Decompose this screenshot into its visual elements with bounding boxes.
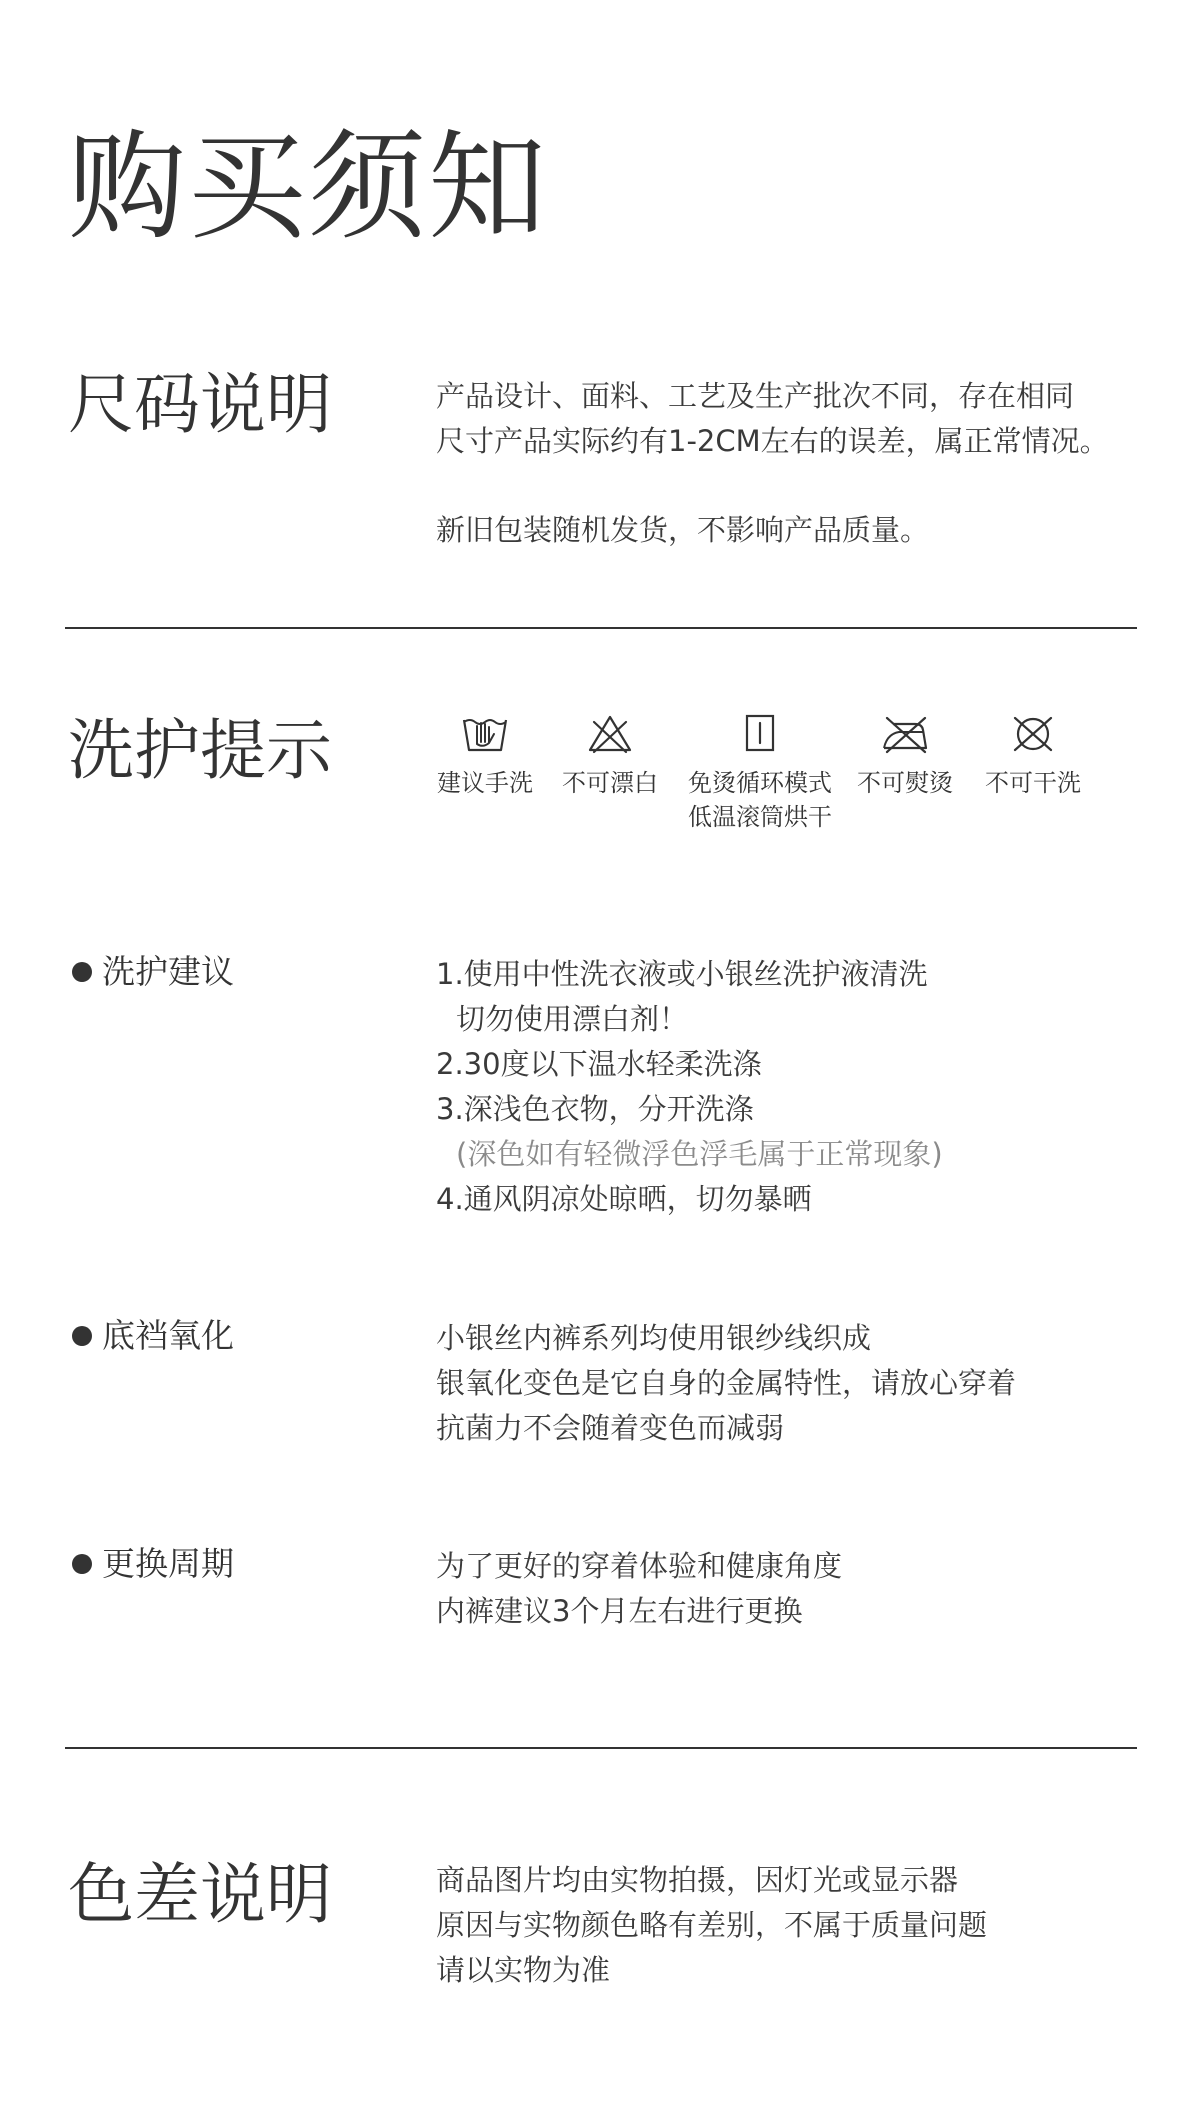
oxidation-description	[436, 1316, 1016, 1451]
bullet-dot	[72, 1326, 92, 1346]
hand-wash-icon	[461, 712, 509, 756]
advice-line-4: 3.深浅色衣物，分开洗涤	[436, 1092, 754, 1126]
washing-advice-heading-text: 洗护建议	[102, 952, 234, 991]
replace-description	[436, 1544, 842, 1634]
care-label-tumble-dry-line-2: 低温滚筒烘干	[688, 803, 832, 831]
size-line-2: 尺寸产品实际约有1-2CM左右的误差，属正常情况。	[436, 424, 1109, 458]
washing-advice-heading	[72, 952, 234, 992]
color-section-title: 色差说明	[68, 1856, 332, 1933]
color-line-2: 原因与实物颜色略有差别，不属于质量问题	[436, 1908, 988, 1942]
size-description	[436, 374, 1109, 464]
no-bleach-icon	[586, 712, 634, 756]
care-label-hand-wash: 建议手洗	[437, 769, 533, 797]
divider	[65, 627, 1137, 629]
oxidation-heading	[72, 1316, 234, 1356]
color-description	[436, 1858, 987, 1993]
advice-line-1: 1.使用中性洗衣液或小银丝洗护液清洗	[436, 957, 928, 991]
color-line-3: 请以实物为准	[436, 1953, 611, 1987]
bullet-dot	[72, 1554, 92, 1574]
care-item-hand-wash	[430, 712, 540, 800]
replace-heading	[72, 1544, 234, 1584]
replace-heading-text: 更换周期	[102, 1544, 234, 1583]
oxidation-line-2: 银氧化变色是它自身的金属特性，请放心穿着	[436, 1366, 1017, 1400]
oxidation-heading-text: 底裆氧化	[102, 1316, 234, 1355]
care-icons-row	[430, 712, 1090, 852]
care-item-no-dry-clean	[978, 712, 1088, 800]
care-label-no-iron: 不可熨烫	[857, 769, 953, 797]
advice-line-2: 切勿使用漂白剂！	[456, 1002, 689, 1036]
color-line-1: 商品图片均由实物拍摄，因灯光或显示器	[436, 1863, 959, 1897]
care-label-no-bleach: 不可漂白	[562, 769, 658, 797]
care-section-title: 洗护提示	[68, 712, 332, 789]
no-dry-clean-icon	[1009, 712, 1057, 756]
advice-line-5: (深色如有轻微浮色浮毛属于正常现象)	[456, 1137, 943, 1171]
replace-line-2: 内裤建议3个月左右进行更换	[436, 1594, 803, 1628]
advice-line-3: 2.30度以下温水轻柔洗涤	[436, 1047, 762, 1081]
care-item-tumble-dry	[675, 712, 845, 834]
washing-advice-list	[436, 952, 943, 1222]
bullet-dot	[72, 962, 92, 982]
oxidation-line-3: 抗菌力不会随着变色而减弱	[436, 1411, 785, 1445]
care-item-no-iron	[850, 712, 960, 800]
packaging-note: 新旧包装随机发货，不影响产品质量。	[436, 513, 930, 547]
oxidation-line-1: 小银丝内裤系列均使用银纱线织成	[436, 1321, 872, 1355]
size-line-1: 产品设计、面料、工艺及生产批次不同，存在相同	[436, 379, 1075, 413]
care-label-tumble-dry-line-1: 免烫循环模式	[688, 769, 832, 797]
page-title: 购买须知	[68, 118, 549, 256]
advice-line-6: 4.通风阴凉处晾晒，切勿暴晒	[436, 1182, 812, 1216]
care-label-tumble-dry	[675, 766, 845, 834]
care-label-no-dry-clean: 不可干洗	[985, 769, 1081, 797]
no-iron-icon	[879, 712, 931, 756]
care-item-no-bleach	[555, 712, 665, 800]
replace-line-1: 为了更好的穿着体验和健康角度	[436, 1549, 843, 1583]
size-section-title: 尺码说明	[68, 366, 332, 443]
divider	[65, 1747, 1137, 1749]
tumble-dry-low-icon	[736, 712, 784, 756]
